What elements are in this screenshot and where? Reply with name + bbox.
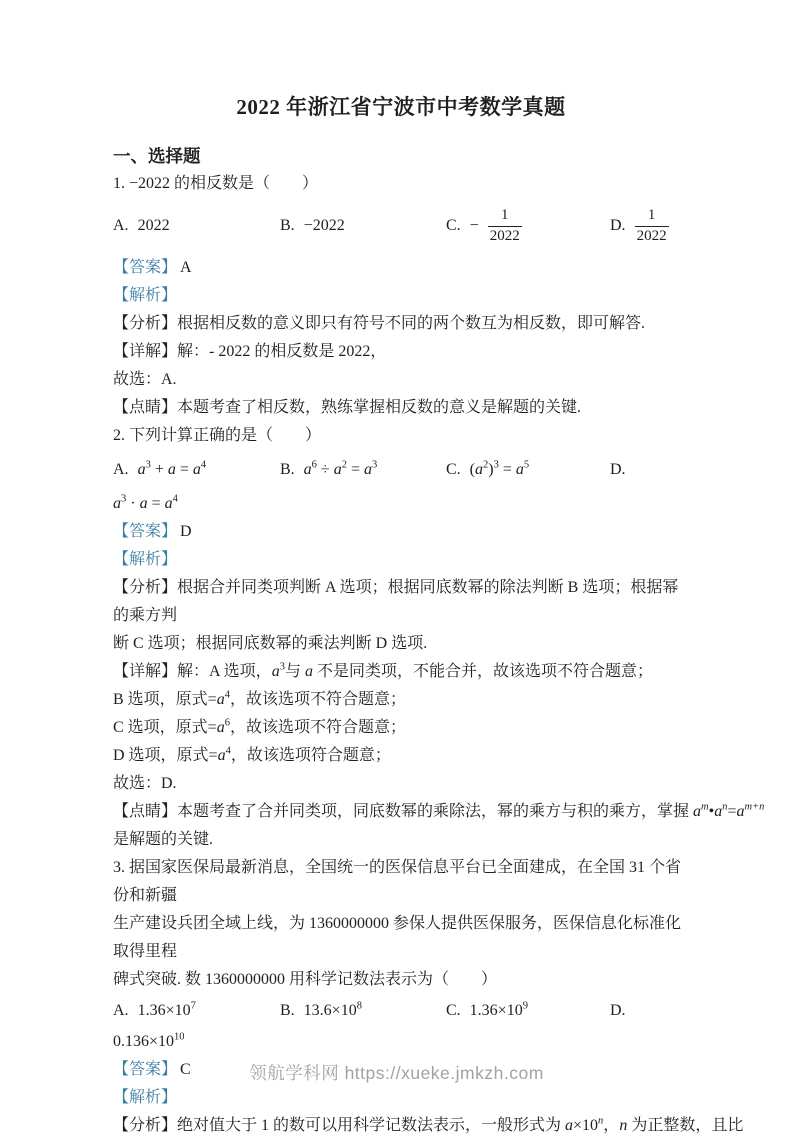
q3-options-row [113, 994, 689, 1028]
q2-dianjing-line-2: 是解题的关键. [113, 831, 214, 848]
q2-option-a [113, 461, 280, 479]
q2-option-c-formula: $(a^2)^3 = a^5$ [469, 459, 530, 478]
q2-dianjing-line-1: 【点睛】本题考查了合并同类项，同底数幂的乘除法，幂的乘方与积的乘方，掌握 $a^m•a^n=a^{m+n}$ [113, 801, 765, 820]
q2-option-d-judgement: D 选项，原式$=a^4$，故该选项符合题意； [113, 745, 391, 764]
q3-stem-line-3: 碑式突破. 数 1360000000 用科学记数法表示为（ ） [113, 971, 498, 988]
answer-tag: 【答案】 [113, 523, 178, 540]
q1-answer-line [113, 254, 689, 282]
analysis-tag: 【解析】 [113, 551, 178, 568]
fraction-denominator: 2022 [636, 227, 667, 244]
q3-option-d [610, 1002, 689, 1020]
q2-option-a-label: A. [113, 461, 129, 478]
q1-stem: 1. −2022 的相反数是（ ） [113, 175, 319, 192]
q2-option-c [446, 461, 610, 479]
footer-watermark: 领航学科网 https://xueke.jmkzh.com [249, 1063, 544, 1083]
q1-option-c [446, 206, 610, 246]
q3-option-b-label: B. [280, 1002, 295, 1019]
q2-analysis-tag-line [113, 546, 689, 574]
q3-option-a-label: A. [113, 1002, 129, 1019]
q1-fenxi-line: 【分析】根据相反数的意义即只有符号不同的两个数互为相反数，即可解答. [113, 315, 646, 332]
q2-option-d-formula: $a^3 \cdot a = a^4$ [113, 493, 178, 512]
q1-options-row [113, 198, 689, 254]
q1-option-a-label: A. [113, 217, 129, 234]
q3-fenxi-line: 【分析】绝对值大于 1 的数可以用科学记数法表示，一般形式为 $a\times 10^n$，n 为正整数，且比 [113, 1115, 744, 1134]
q1-option-d-fraction [635, 206, 669, 246]
analysis-tag: 【解析】 [113, 1089, 178, 1106]
analysis-tag: 【解析】 [113, 287, 178, 304]
answer-tag: 【答案】 [113, 1061, 178, 1078]
q2-option-a-formula: $a^3 + a = a^4$ [137, 459, 207, 478]
q1-analysis-tag-line [113, 282, 689, 310]
q3-analysis-tag-line [113, 1084, 689, 1112]
q2-stem: 2. 下列计算正确的是（ ） [113, 427, 322, 444]
q1-xiangjie-line: 【详解】解：- 2022 的相反数是 2022， [113, 343, 387, 360]
q2-option-d-label: D. [610, 461, 626, 478]
section-header: 一、选择题 [113, 146, 201, 166]
q2-option-c-judgement: C 选项，原式$=a^6$，故该选项不符合题意； [113, 717, 406, 736]
q3-option-b [280, 1002, 446, 1020]
q1-option-b [280, 217, 446, 235]
q2-xiangjie-line: 【详解】解：A 选项，$a^3$与 a 不是同类项，不能合并，故该选项不符合题意； [113, 661, 653, 680]
q2-option-b-formula: $a^6 \div a^2 = a^3$ [303, 459, 378, 478]
q2-option-b-label: B. [280, 461, 295, 478]
q2-fenxi-line-2: 断 C 选项；根据同底数幂的乘法判断 D 选项. [113, 635, 428, 652]
fraction-numerator: 1 [635, 206, 669, 227]
q2-answer-value: D [180, 523, 192, 540]
q3-option-c-formula: $1.36\times 10^9$ [469, 1000, 528, 1019]
q2-conclusion-line: 故选：D. [113, 775, 177, 792]
q3-answer-value: C [180, 1061, 191, 1078]
q1-conclusion-line: 故选：A. [113, 371, 177, 388]
q1-option-b-label: B. [280, 217, 295, 234]
fraction-denominator: 2022 [489, 227, 520, 244]
q1-option-d-label: D. [610, 217, 626, 234]
q2-answer-line [113, 518, 689, 546]
q2-option-b-judgement: B 选项，原式$=a^4$，故该选项不符合题意； [113, 689, 406, 708]
q3-stem-line-1: 3. 据国家医保局最新消息，全国统一的医保信息平台已全面建成，在全国 31 个省份和新疆 [113, 859, 682, 904]
q2-fenxi-line-1: 【分析】根据合并同类项判断 A 选项；根据同底数幂的除法判断 B 选项；根据幂的乘方判 [113, 579, 679, 624]
q1-option-c-minus-sign: − [469, 217, 479, 234]
q1-option-b-value: −2022 [303, 217, 345, 234]
q1-option-a-value: 2022 [137, 217, 170, 234]
q1-dianjing-line: 【点睛】本题考查了相反数，熟练掌握相反数的意义是解题的关键. [113, 399, 582, 416]
q2-option-c-label: C. [446, 461, 461, 478]
q2-option-b [280, 461, 446, 479]
q1-option-d [610, 206, 689, 246]
q3-stem-line-2: 生产建设兵团全域上线，为 1360000000 参保人提供医保服务，医保信息化标准化取得里程 [113, 915, 682, 960]
q3-option-a-formula: $1.36\times 10^7$ [137, 1000, 196, 1019]
q1-option-c-label: C. [446, 217, 461, 234]
q3-option-b-formula: $13.6\times 10^8$ [303, 1000, 362, 1019]
q2-options-row [113, 450, 689, 490]
q3-option-c-label: C. [446, 1002, 461, 1019]
page-title: 2022 年浙江省宁波市中考数学真题 [236, 95, 566, 119]
q3-option-d-label: D. [610, 1002, 626, 1019]
q2-option-d [610, 461, 689, 479]
q1-answer-value: A [180, 259, 192, 276]
fraction-numerator: 1 [488, 206, 522, 227]
q1-option-c-fraction [488, 206, 522, 246]
q3-option-d-formula: $0.136\times 10^{10}$ [113, 1031, 185, 1050]
answer-tag: 【答案】 [113, 259, 178, 276]
q3-option-a [113, 1002, 280, 1020]
q3-option-c [446, 1002, 610, 1020]
q1-option-a [113, 217, 280, 235]
